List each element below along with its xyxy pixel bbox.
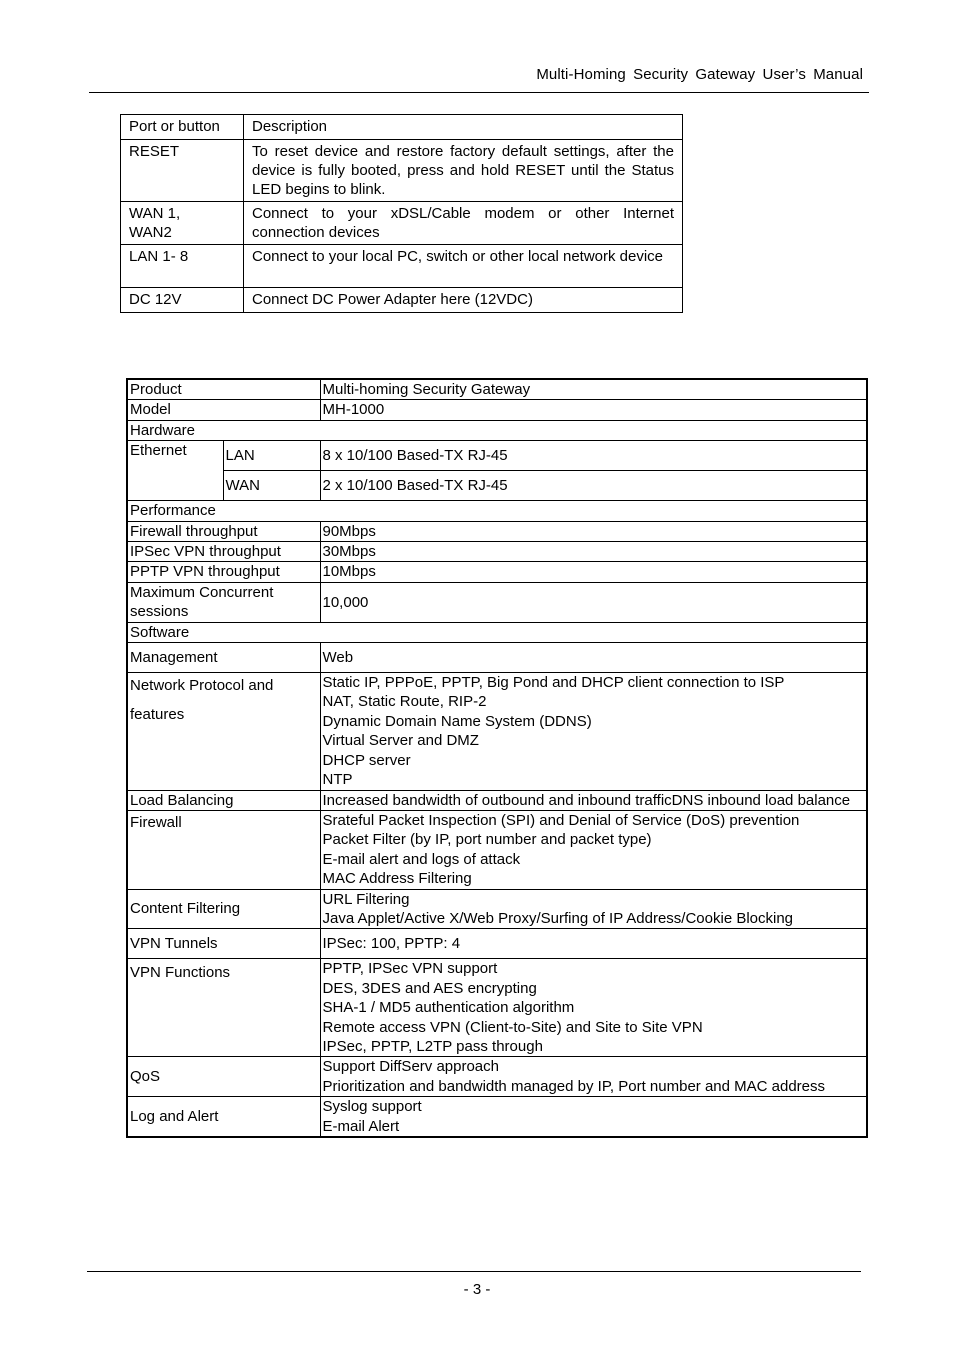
ports-table <box>120 114 683 313</box>
table-row <box>127 810 867 889</box>
spec-value: 10,000 <box>320 582 867 622</box>
spec-label-line: Maximum Concurrent <box>130 583 274 601</box>
spec-value <box>320 959 867 1057</box>
spec-value <box>320 1057 867 1097</box>
spec-label: QoS <box>127 1057 320 1097</box>
page-number: - 3 - <box>463 1281 491 1298</box>
spec-value-line: Remote access VPN (Client-to-Site) and Site to Site VPN <box>322 1018 703 1036</box>
spec-label: Model <box>127 400 320 420</box>
spec-value-line: E-mail Alert <box>322 1117 400 1135</box>
spec-label: VPN Functions <box>127 959 320 1057</box>
table-row <box>127 582 867 622</box>
spec-value-line: Syslog support <box>322 1098 422 1116</box>
spec-value-line: Static IP, PPPoE, PPTP, Big Pond and DHCP client connection to ISP <box>322 674 785 692</box>
section-row <box>127 501 867 521</box>
footer-divider <box>87 1271 861 1272</box>
spec-value: 90Mbps <box>320 521 867 541</box>
table-row <box>127 471 867 501</box>
table-row <box>121 245 683 288</box>
spec-value: 10Mbps <box>320 562 867 582</box>
table-row <box>121 202 683 245</box>
spec-value-line: Packet Filter (by IP, port number and packet type) <box>322 831 652 849</box>
spec-value-line: URL Filtering <box>322 890 410 908</box>
spec-label: Ethernet <box>127 441 223 501</box>
column-header-description: Description <box>244 115 683 140</box>
table-row <box>127 542 867 562</box>
spec-value: 2 x 10/100 Based-TX RJ-45 <box>320 471 867 501</box>
port-name: LAN 1- 8 <box>121 245 244 288</box>
spec-value: Multi-homing Security Gateway <box>320 379 867 400</box>
spec-label: PPTP VPN throughput <box>127 562 320 582</box>
table-row <box>127 379 867 400</box>
port-name-line: WAN 1, <box>129 205 181 222</box>
spec-value-line: NAT, Static Route, RIP-2 <box>322 693 487 711</box>
port-name: RESET <box>121 140 244 202</box>
spec-label: VPN Tunnels <box>127 929 320 959</box>
table-row <box>121 140 683 202</box>
spec-label: Log and Alert <box>127 1097 320 1137</box>
table-row <box>121 288 683 313</box>
spec-value <box>320 810 867 889</box>
spec-value-line: DHCP server <box>322 751 411 769</box>
table-row <box>127 889 867 929</box>
table-row <box>127 959 867 1057</box>
spec-value <box>320 889 867 929</box>
spec-value: Increased bandwidth of outbound and inbound trafficDNS inbound load balance <box>320 790 867 810</box>
spec-value-line: Dynamic Domain Name System (DDNS) <box>322 712 592 730</box>
spec-value-line: PPTP, IPSec VPN support <box>322 960 498 978</box>
spec-label: Firewall throughput <box>127 521 320 541</box>
spec-label <box>127 582 320 622</box>
spec-value: 8 x 10/100 Based-TX RJ-45 <box>320 441 867 471</box>
port-name <box>121 202 244 245</box>
spec-value-line: NTP <box>322 771 353 789</box>
spec-value: Web <box>320 643 867 673</box>
table-row <box>127 400 867 420</box>
spec-sublabel: WAN <box>223 471 320 501</box>
spec-label-line: sessions <box>130 603 189 621</box>
spec-label: Management <box>127 643 320 673</box>
spec-label: Product <box>127 379 320 400</box>
section-heading-hardware: Hardware <box>127 420 867 440</box>
port-description: Connect to your xDSL/Cable modem or other Internet connection devices <box>244 202 683 245</box>
spec-value-line: Virtual Server and DMZ <box>322 732 479 750</box>
spec-value <box>320 1097 867 1137</box>
table-row <box>127 521 867 541</box>
specification-table <box>126 378 868 1138</box>
spec-value-line: Java Applet/Active X/Web Proxy/Surfing of IP Address/Cookie Blocking <box>322 909 794 927</box>
spec-label: Content Filtering <box>127 889 320 929</box>
spec-label: IPSec VPN throughput <box>127 542 320 562</box>
spec-value-line: Support DiffServ approach <box>322 1058 499 1076</box>
column-header-port: Port or button <box>121 115 244 140</box>
spec-value-line: E-mail alert and logs of attack <box>322 850 521 868</box>
section-row <box>127 622 867 642</box>
table-row <box>127 929 867 959</box>
spec-value: 30Mbps <box>320 542 867 562</box>
spec-value-line: DES, 3DES and AES encrypting <box>322 979 537 997</box>
port-name-line: WAN2 <box>129 224 172 241</box>
table-row <box>127 790 867 810</box>
spec-label: Firewall <box>127 810 320 889</box>
spec-value: MH-1000 <box>320 400 867 420</box>
spec-value-line: SHA-1 / MD5 authentication algorithm <box>322 999 575 1017</box>
table-row <box>127 562 867 582</box>
spec-label: Load Balancing <box>127 790 320 810</box>
table-header-row <box>121 115 683 140</box>
section-row <box>127 420 867 440</box>
table-row <box>127 643 867 673</box>
spec-value-line: Prioritization and bandwidth managed by IP, Port number and MAC address <box>322 1077 826 1095</box>
section-heading-software: Software <box>127 622 867 642</box>
table-row <box>127 441 867 471</box>
header-divider <box>89 92 869 93</box>
port-description: Connect DC Power Adapter here (12VDC) <box>244 288 683 313</box>
section-heading-performance: Performance <box>127 501 867 521</box>
table-row <box>127 1057 867 1097</box>
spec-value-line: MAC Address Filtering <box>322 870 472 888</box>
port-name: DC 12V <box>121 288 244 313</box>
spec-label <box>127 673 320 790</box>
port-description: Connect to your local PC, switch or other local network device <box>244 245 683 288</box>
spec-value <box>320 673 867 790</box>
table-row <box>127 1097 867 1137</box>
page-header-title: Multi-Homing Security Gateway User’s Manual <box>536 66 863 83</box>
spec-label-line: features <box>130 706 185 724</box>
port-description: To reset device and restore factory default settings, after the device is fully booted, press and hold RESET until the Status LED begins to blink. <box>244 140 683 202</box>
spec-value: IPSec: 100, PPTP: 4 <box>320 929 867 959</box>
spec-sublabel: LAN <box>223 441 320 471</box>
spec-value-line: Srateful Packet Inspection (SPI) and Denial of Service (DoS) prevention <box>322 811 800 829</box>
table-row <box>127 673 867 790</box>
spec-label-line: Network Protocol and <box>130 677 274 695</box>
spec-value-line: IPSec, PPTP, L2TP pass through <box>322 1037 543 1055</box>
